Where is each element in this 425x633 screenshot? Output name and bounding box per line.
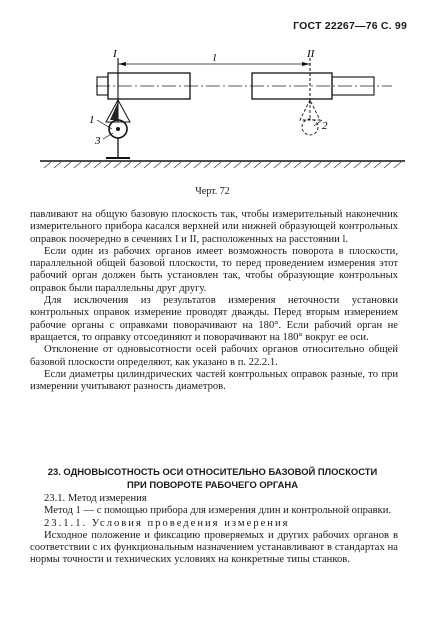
label-section-2: II — [307, 48, 315, 60]
label-part-1: 1 — [89, 114, 95, 126]
paragraph-3: Для исключения из результатов измерения неточности установки контрольных оправок измерение проводят дважды. Перед вторым измерением рабочие органы с оправками поворачивают на 180°. Если рабочий орган не вращается, то оправку отсоединяют и поворачивают на 180° вокруг ее оси. — [30, 295, 398, 343]
paragraph-4: Отклонение от одновысотности осей рабочих органов относительно общей базовой плоскости определяют, как указано в п. 22.2.1. — [30, 344, 398, 368]
label-part-2: 2 — [322, 120, 328, 132]
subsection-text-2: Исходное положение и фиксацию проверяемых и других рабочих органов в соответствии с их функциональным назначением устанавливают в стандартах на нормы точности и технических условиях на конкретные типы станков. — [30, 529, 398, 566]
base-plane-hatching — [44, 162, 401, 168]
section-body — [30, 493, 398, 567]
subsection-heading-1: 23.1. Метод измерения — [44, 493, 147, 504]
paragraph-5: Если диаметры цилиндрических частей контрольных оправок разные, то при измерении учитывают разность диаметров. — [30, 368, 398, 393]
label-distance: l — [213, 52, 217, 64]
page-header: ГОСТ 22267—76 С. 99 — [293, 20, 407, 32]
technical-drawing — [0, 40, 425, 190]
body-text — [30, 209, 398, 393]
label-part-3: 3 — [95, 135, 101, 147]
paragraph-1: павливают на общую базовую плоскость так, чтобы измерительный наконечник измерительного прибора касался верхней или нижней образующей контрольных оправок поочередно в сечениях I и II, расположенных на расстоянии l. — [30, 209, 398, 245]
section-title-line-1: 23. ОДНОВЫСОТНОСТЬ ОСИ ОТНОСИТЕЛЬНО БАЗОВОЙ ПЛОСКОСТИ — [47, 466, 378, 477]
indicator-dial-2 — [302, 119, 318, 135]
section-title — [20, 465, 405, 491]
subsection-heading-2: 23.1.1. Условия проведения измерения — [44, 517, 290, 529]
paragraph-2: Если один из рабочих органов имеет возможность поворота в плоскости, параллельной общей базовой плоскости, то перед проведением измерения этот рабочий орган должен быть установлен так, чтобы образующие контрольных оправок были параллельны друг другу. — [30, 245, 398, 294]
drawing-72 — [0, 40, 425, 190]
section-title-line-2: ПРИ ПОВОРОТЕ РАБОЧЕГО ОРГАНА — [127, 479, 298, 490]
label-section-1: I — [113, 48, 117, 60]
subsection-text-1: Метод 1 — с помощью прибора для измерения длин и контрольной оправки. — [44, 505, 392, 517]
figure-caption: Черт. 72 — [195, 186, 230, 197]
